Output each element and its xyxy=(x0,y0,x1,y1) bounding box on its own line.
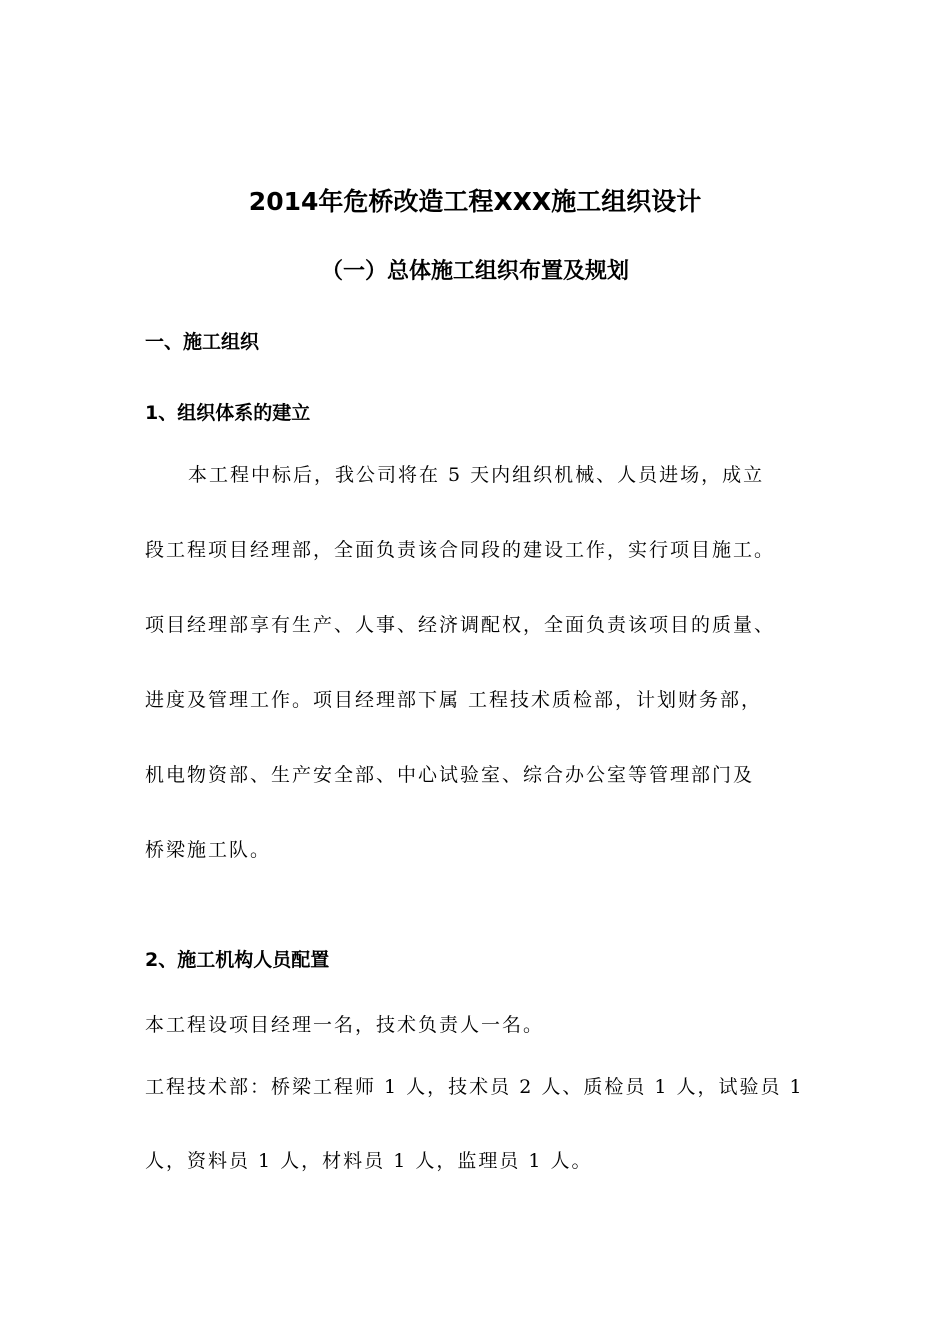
paragraph-line: 项目经理部享有生产、人事、经济调配权，全面负责该项目的质量、 xyxy=(145,614,776,636)
paragraph-line: 桥梁施工队。 xyxy=(145,839,272,861)
paragraph-line: 段工程项目经理部，全面负责该合同段的建设工作，实行项目施工。 xyxy=(145,539,776,561)
subheading-organization-system: 1、组织体系的建立 xyxy=(145,402,311,424)
subheading-staff-allocation: 2、施工机构人员配置 xyxy=(145,949,330,971)
heading-construction-organization: 一、施工组织 xyxy=(145,331,260,353)
paragraph-line: 机电物资部、生产安全部、中心试验室、综合办公室等管理部门及 xyxy=(145,764,755,786)
paragraph-line: 工程技术部：桥梁工程师 1 人，技术员 2 人、质检员 1 人，试验员 1 xyxy=(145,1076,804,1098)
document-title: 2014年危桥改造工程XXX施工组织设计 xyxy=(248,187,702,216)
paragraph-line: 本工程中标后，我公司将在 5 天内组织机械、人员进场，成立 xyxy=(188,464,765,486)
paragraph-line: 人，资料员 1 人，材料员 1 人，监理员 1 人。 xyxy=(145,1150,593,1172)
section-title: （一）总体施工组织布置及规划 xyxy=(320,259,629,284)
paragraph-line: 进度及管理工作。项目经理部下属 工程技术质检部，计划财务部， xyxy=(145,689,763,711)
paragraph-line: 本工程设项目经理一名，技术负责人一名。 xyxy=(145,1014,545,1036)
